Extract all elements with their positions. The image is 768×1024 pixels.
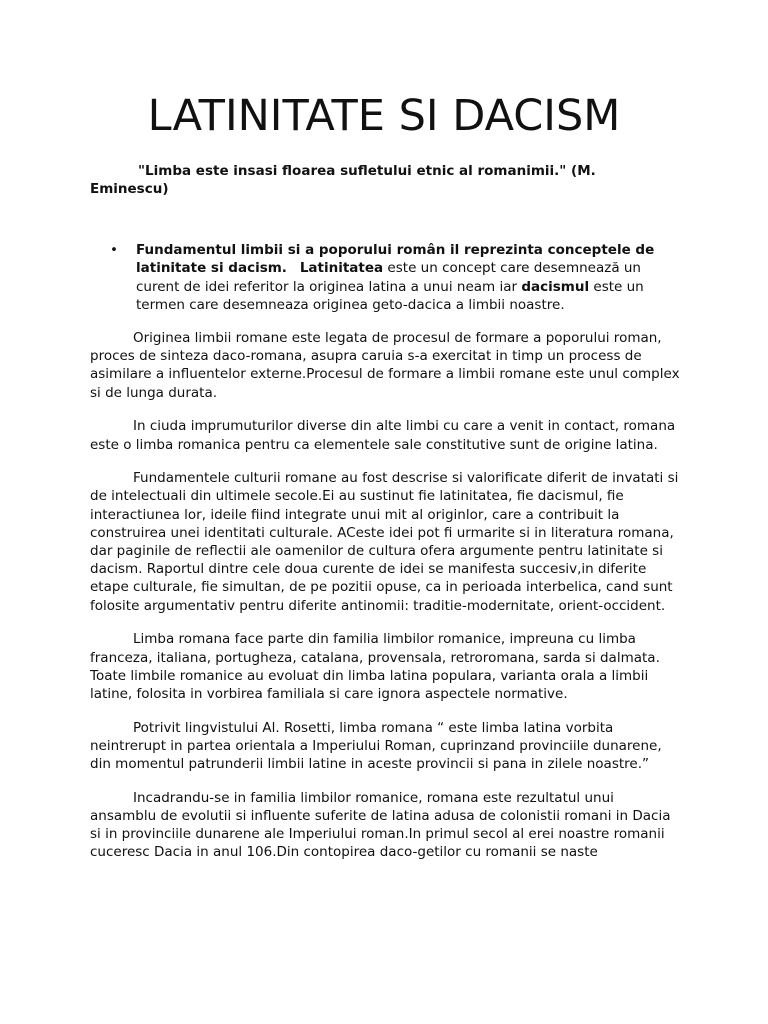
paragraph-borrowings: In ciuda imprumuturilor diverse din alte limbi cu care a venit in contact, romana este o limba romanica pentru ca elementele sale constitutive sunt de origine latina.: [90, 418, 676, 453]
list-item: [90, 241, 670, 314]
term-latinitatea: Latinitatea: [299, 260, 384, 277]
paragraph-dacia: Incadrandu-se in familia limbilor romanice, romana este rezultatul unui ansamblu de evolutii si influente suferite de latina adusa de colonistii romani in Dacia si in provinciile dunarene ale Imperiului roman.In primul secol al erei noastre romanii cuceresc Dacia in anul 106.Din contopirea daco-getilor cu romanii se naste: [90, 789, 671, 861]
paragraph-culture: Fundamentele culturii romane au fost descrise si valorificate diferit de invatati si de intelectuali din ultimele secole.Ei au sustinut fie latinitatea, fie dacismul, fie interactiunea lor, ideile fiind integrate unui mit al originlor, care a contribuit la construirea unei identitati culturale. ACeste idei pot fi urmarite si in literatura romana, dar paginile de reflectii ale oamenilor de cultura ofera argumente pentru latinitate si dacism. Raportul dintre cele doua curente de idei se manifesta succesiv,in diferite etape culturale, fie simultan, de pe pozitii opuse, ca in perioada interbelica, cand sunt folosite argumentativ pentru diferite antinomii: traditie-modernitate, orient-occident.: [90, 470, 679, 614]
paragraph-rosetti: Potrivit lingvistului Al. Rosetti, limba romana “ este limba latina vorbita neintrerupt in partea orientala a Imperiului Roman, cuprinzand provinciile dunarene, din momentul patrunderii limbii latine in aceste provincii si pana in zilele noastre.”: [90, 719, 662, 773]
bullet-list: [90, 241, 670, 314]
paragraph-origin: Originea limbii romane este legata de procesul de formare a poporului roman, proces de sinteza daco-romana, asupra caruia s-a exercitat in timp un process de asimilare a influentelor externe.Procesul de formare a limbii romane este unul complex si de lunga durata.: [90, 330, 680, 401]
latinitatea-definition: este un concept care desemnează un curent de idei referitor la originea latina a unui neam iar: [136, 260, 641, 295]
intro-bold-text: Fundamentul limbii si a poporului român il reprezinta conceptele de latinitate si dacism.: [136, 242, 655, 277]
paragraph-romance-family: Limba romana face parte din familia limbilor romanice, impreuna cu limba franceza, italiana, portugheza, catalana, provensala, retroromana, sarda si dalmata. Toate limbile romanice au evoluat din limba latina populara, varianta orala a limbii latine, folosita in vorbirea familiala si care ignora aspectele normative.: [90, 631, 660, 702]
page-title: LATINITATE SI DACISM: [147, 91, 621, 141]
body-text: [90, 329, 682, 877]
bullet-icon: •: [110, 242, 118, 258]
dacismul-definition: este un termen care desemneaza originea geto-dacica a limbii noastre.: [136, 278, 644, 313]
term-dacismul: dacismul: [521, 278, 590, 295]
epigraph-quote: "Limba este insasi floarea sufletului etnic al romanimii." (M. Eminescu): [90, 163, 596, 197]
